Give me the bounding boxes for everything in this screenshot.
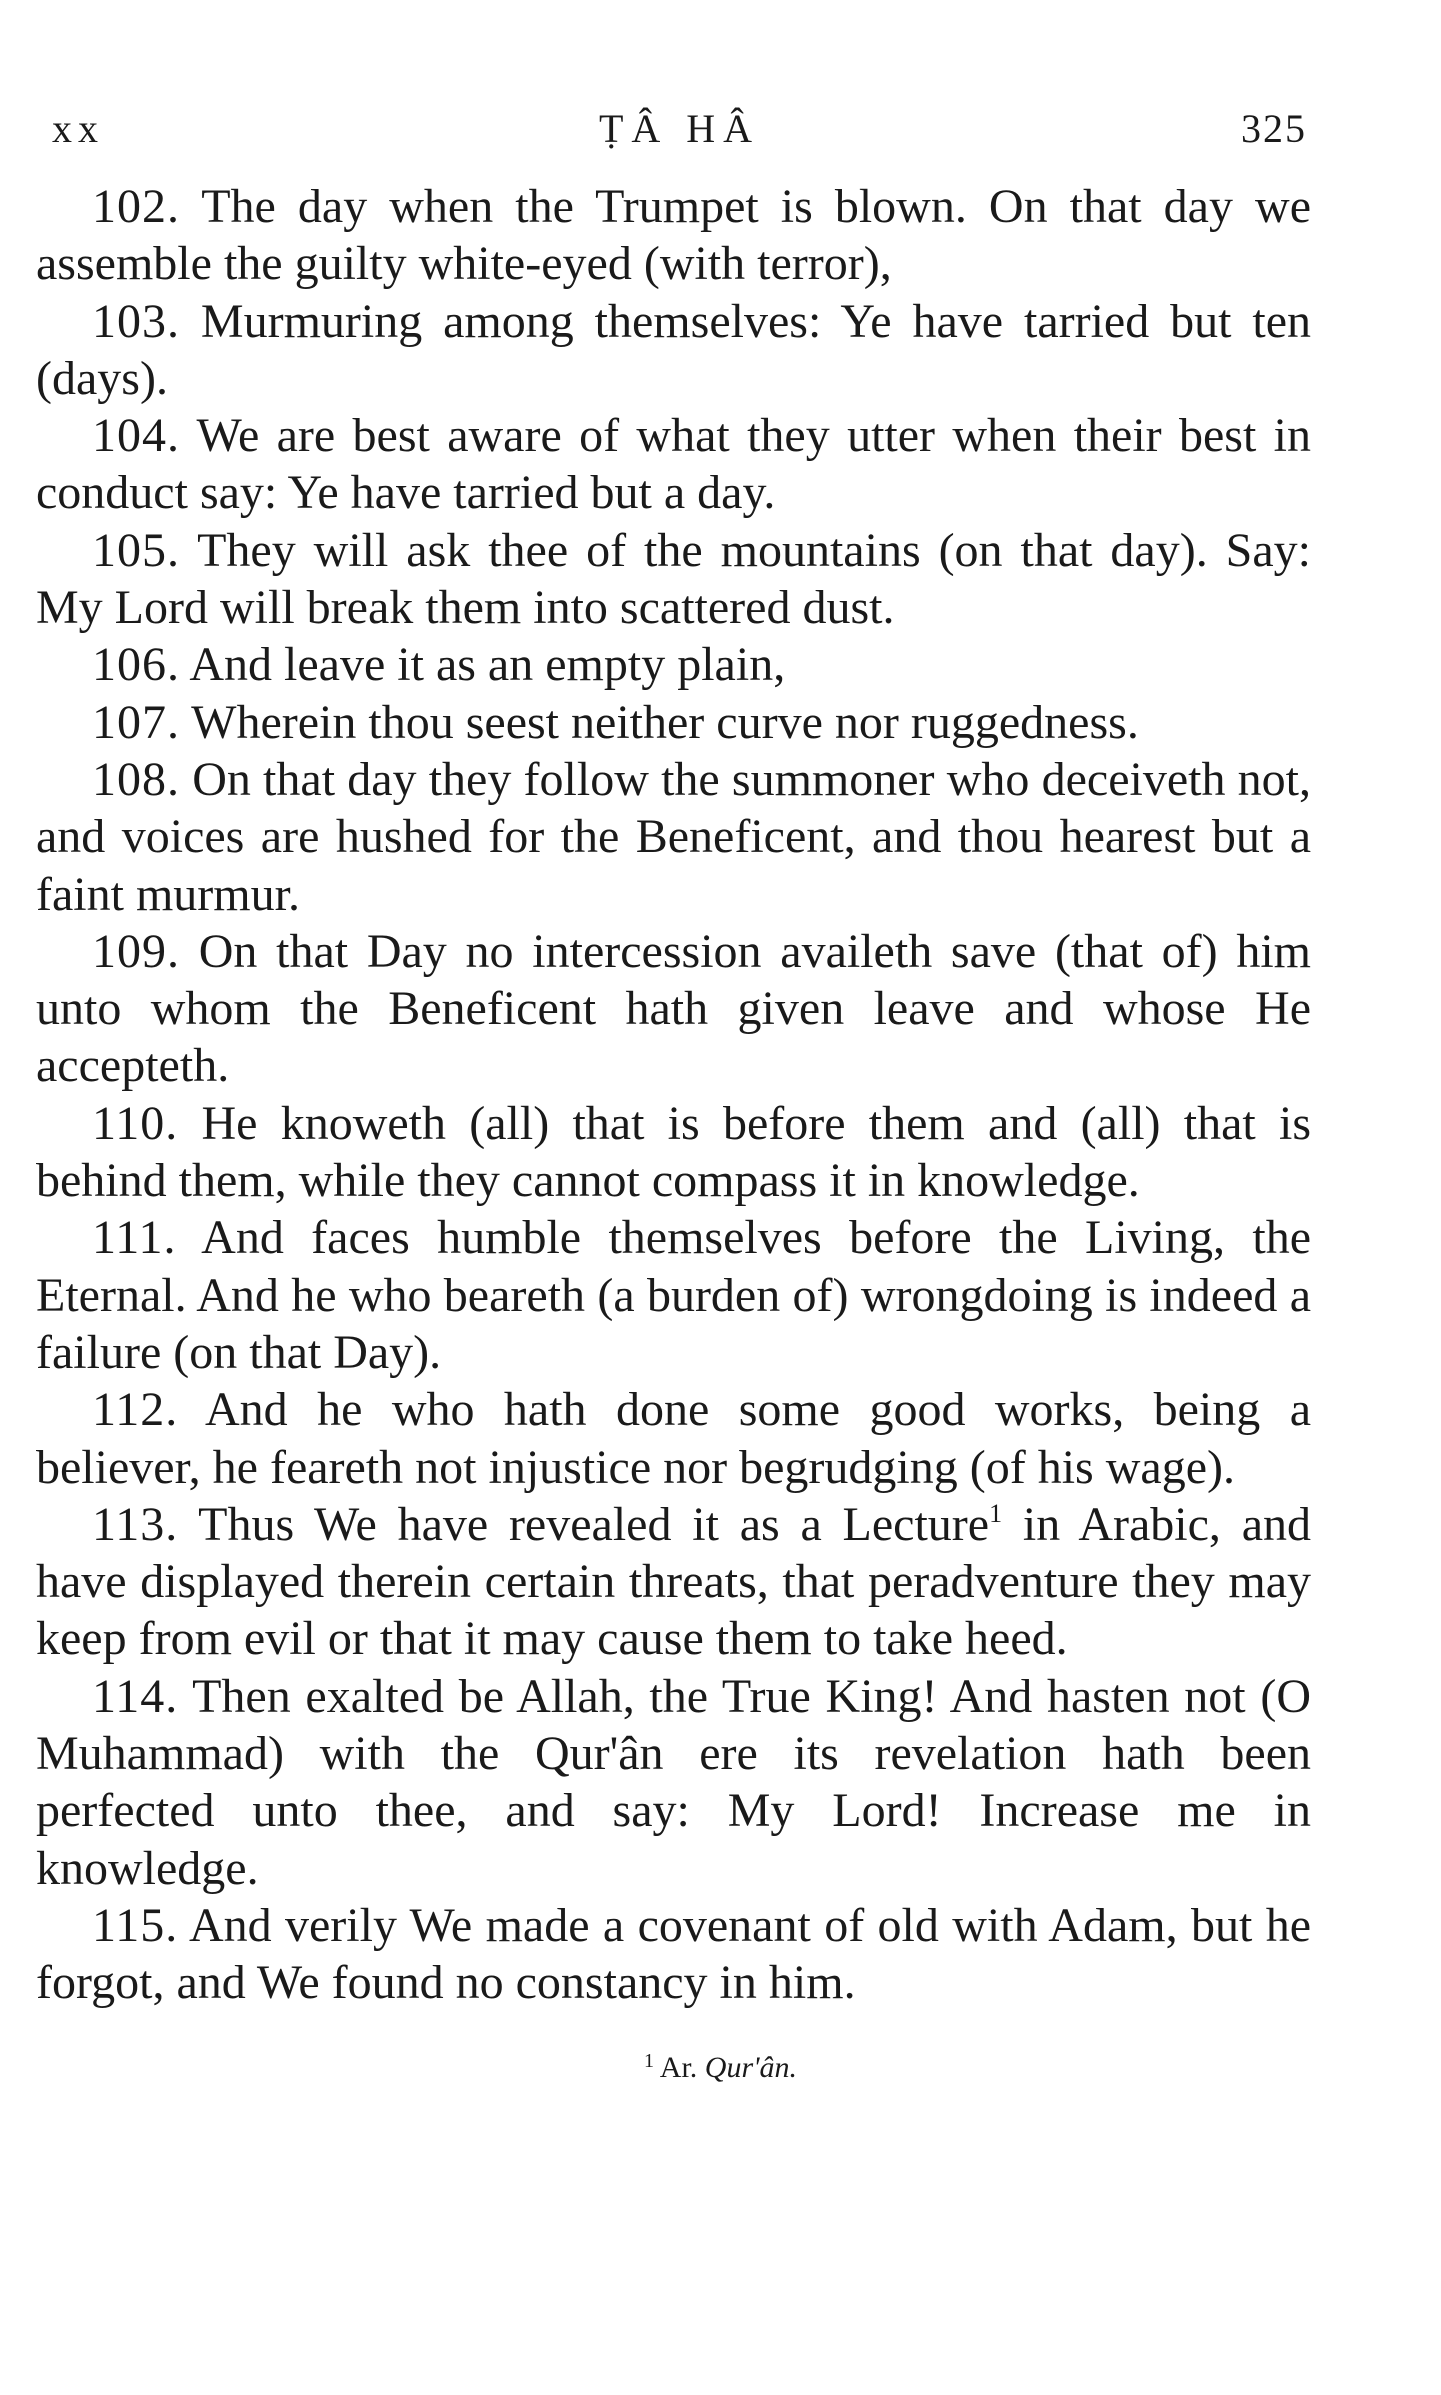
page-number: 325 xyxy=(1241,106,1307,151)
verse-content: And verily We made a covenant of old with Adam, but he forgot, and We found no constancy in him. xyxy=(36,1898,1311,2010)
verse-content: He knoweth (all) that is before them and (all) that is behind them, while they cannot compass it in knowledge. xyxy=(36,1096,1312,1208)
footnote-mark: 1 xyxy=(643,2050,654,2072)
verse-number: 115. xyxy=(92,1898,179,1952)
verse-content: And leave it as an empty plain, xyxy=(189,638,786,692)
verse-112 xyxy=(36,1381,1311,1496)
verse-number: 104. xyxy=(92,409,180,463)
verse-number: 113. xyxy=(92,1497,179,1551)
verse-105 xyxy=(36,522,1311,637)
chapter-title: ṬÂ HÂ xyxy=(598,106,761,151)
verse-115 xyxy=(36,1897,1311,2012)
verse-content: The day when the Trumpet is blown. On that day we assemble the guilty white-eyed (with terror), xyxy=(36,180,1311,291)
verse-113 xyxy=(36,1496,1311,1668)
verse-content: Murmuring among themselves: Ye have tarried but ten (days). xyxy=(36,294,1312,405)
verse-number: 109. xyxy=(92,924,180,978)
verse-106 xyxy=(36,636,1311,693)
verse-110 xyxy=(36,1095,1311,1210)
verse-content: And faces humble themselves before the Living, the Eternal. And he who beareth (a burden of) wrongdoing is indeed a failure (on that Day). xyxy=(36,1211,1311,1379)
footnote xyxy=(0,2048,1441,2088)
verse-content: And he who hath done some good works, being a believer, he feareth not injustice nor begrudging (of his wage). xyxy=(36,1383,1311,1494)
verse-109 xyxy=(36,923,1311,1095)
verse-number: 112. xyxy=(92,1383,179,1437)
footnote-term: Qur'ân. xyxy=(704,2051,798,2084)
verse-102 xyxy=(36,178,1311,293)
footnote-prefix: Ar. xyxy=(659,2051,698,2084)
chapter-number: xx xyxy=(52,106,104,151)
verse-number: 108. xyxy=(92,752,180,806)
verse-number: 105. xyxy=(92,523,180,577)
verse-number: 110. xyxy=(92,1096,179,1150)
verse-text xyxy=(36,178,1311,2012)
verse-107 xyxy=(36,694,1311,751)
verse-content: Wherein thou seest neither curve nor ruggedness. xyxy=(191,695,1139,749)
verse-content: We are best aware of what they utter when their best in conduct say: Ye have tarried but a day. xyxy=(36,409,1311,520)
verse-111 xyxy=(36,1209,1311,1381)
verse-number: 103. xyxy=(92,294,180,348)
verse-114 xyxy=(36,1668,1311,1897)
verse-103 xyxy=(36,293,1311,408)
verse-content: On that day they follow the summoner who deceiveth not, and voices are hushed for the Beneficent, and thou hearest but a faint murmur. xyxy=(36,752,1312,921)
verse-number: 114. xyxy=(92,1669,179,1723)
verse-number: 107. xyxy=(92,695,180,749)
verse-number: 106. xyxy=(92,638,180,692)
footnote-reference[interactable]: 1 xyxy=(989,1498,1003,1528)
verse-104 xyxy=(36,407,1311,522)
verse-number: 111. xyxy=(92,1211,177,1265)
verse-content: On that Day no intercession availeth save (that of) him unto whom the Beneficent hath given leave and whose He accepteth. xyxy=(36,924,1312,1093)
verse-content: They will ask thee of the mountains (on that day). Say: My Lord will break them into scattered dust. xyxy=(36,523,1311,635)
verse-content-before-note: Thus We have revealed it as a Lecture xyxy=(198,1497,990,1551)
verse-content: Then exalted be Allah, the True King! And hasten not (O Muhammad) with the Qur'ân ere its revelation hath been perfected unto thee, and say: My Lord! Increase me in knowledge. xyxy=(36,1669,1312,1895)
running-header xyxy=(52,105,1307,165)
verse-content-after-note: in Arabic, and have displayed therein certain threats, that peradventure they may keep from evil or that it may cause them to take heed. xyxy=(36,1497,1311,1666)
verse-108 xyxy=(36,751,1311,923)
verse-number: 102. xyxy=(92,180,180,233)
